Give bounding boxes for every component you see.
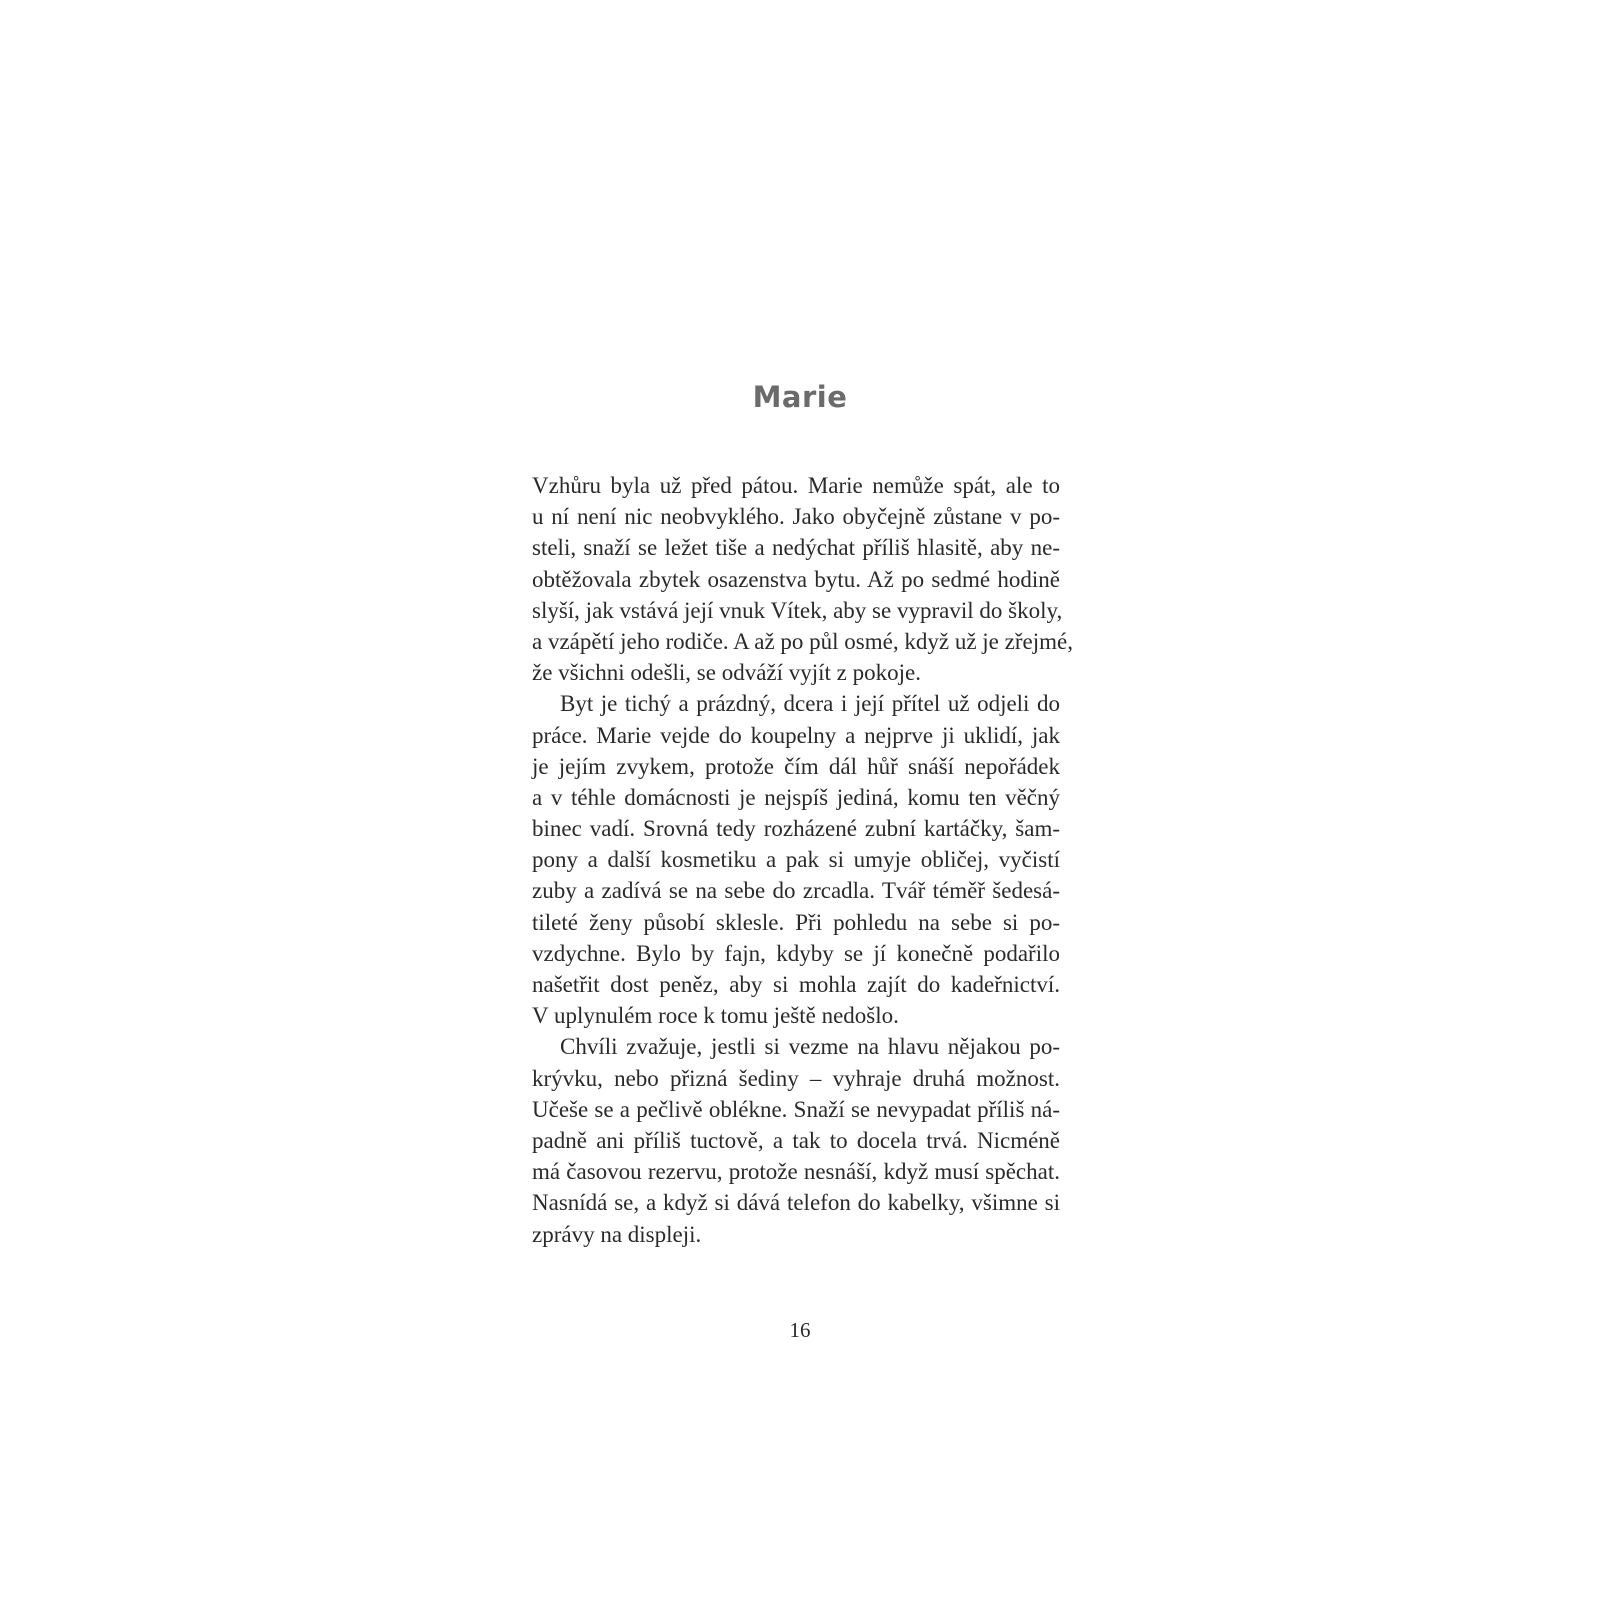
text-line: obtěžovala zbytek osazenstva bytu. Až po sedmé hodině bbox=[532, 566, 1060, 592]
chapter-title: Marie bbox=[752, 380, 848, 414]
text-line: má časovou rezervu, protože nesnáší, když musí spěchat. bbox=[532, 1159, 1060, 1185]
paragraph bbox=[532, 470, 1073, 688]
text-line: práce. Marie vejde do koupelny a nejprve ji uklidí, jak bbox=[532, 722, 1060, 748]
text-line: zuby a zadívá se na sebe do zrcadla. Tvář téměř šedesá- bbox=[532, 878, 1060, 904]
text-line: zprávy na displeji. bbox=[532, 1221, 702, 1247]
text-line: je jejím zvykem, protože čím dál hůř snáší nepořádek bbox=[532, 753, 1060, 779]
text-line: u ní není nic neobvyklého. Jako obyčejně zůstane v po- bbox=[532, 504, 1060, 530]
text-line: krývku, nebo přizná šediny – vyhraje druhá možnost. bbox=[532, 1065, 1060, 1091]
text-line: Byt je tichý a prázdný, dcera i její přítel už odjeli do bbox=[560, 691, 1060, 717]
text-line: Nasnídá se, a když si dává telefon do kabelky, všimne si bbox=[532, 1190, 1060, 1216]
paragraph bbox=[532, 1031, 1060, 1249]
text-line: a vzápětí jeho rodiče. A až po půl osmé, když už je zřejmé, bbox=[532, 628, 1073, 654]
text-line: Vzhůru byla už před pátou. Marie nemůže spát, ale to bbox=[532, 473, 1060, 498]
text-line: a v téhle domácnosti je nejspíš jediná, komu ten věčný bbox=[532, 784, 1060, 810]
text-line: padně ani příliš tuctově, a tak to docela trvá. Nicméně bbox=[532, 1127, 1060, 1153]
text-line: slyší, jak vstává její vnuk Vítek, aby se vypravil do školy, bbox=[532, 597, 1063, 623]
text-line: V uplynulém roce k tomu ještě nedošlo. bbox=[532, 1003, 899, 1029]
text-line: pony a další kosmetiku a pak si umyje obličej, vyčistí bbox=[532, 847, 1060, 873]
text-line: binec vadí. Srovná tedy rozházené zubní kartáčky, šam- bbox=[532, 816, 1060, 842]
text-line: tileté ženy působí sklesle. Při pohledu na sebe si po- bbox=[532, 909, 1060, 935]
text-line: Chvíli zvažuje, jestli si vezme na hlavu nějakou po- bbox=[560, 1034, 1060, 1060]
text-line: že všichni odešli, se odváží vyjít z pokoje. bbox=[532, 660, 921, 686]
body-text bbox=[532, 470, 1073, 1250]
page-number: 16 bbox=[789, 1318, 811, 1342]
text-line: Učeše se a pečlivě oblékne. Snaží se nevypadat příliš ná- bbox=[532, 1096, 1060, 1122]
text-line: našetřit dost peněz, aby si mohla zajít do kadeřnictví. bbox=[532, 972, 1060, 997]
paragraph bbox=[532, 688, 1060, 1031]
text-line: vzdychne. Bylo by fajn, kdyby se jí konečně podařilo bbox=[532, 940, 1060, 966]
text-line: steli, snaží se ležet tiše a nedýchat příliš hlasitě, aby ne- bbox=[532, 535, 1060, 561]
